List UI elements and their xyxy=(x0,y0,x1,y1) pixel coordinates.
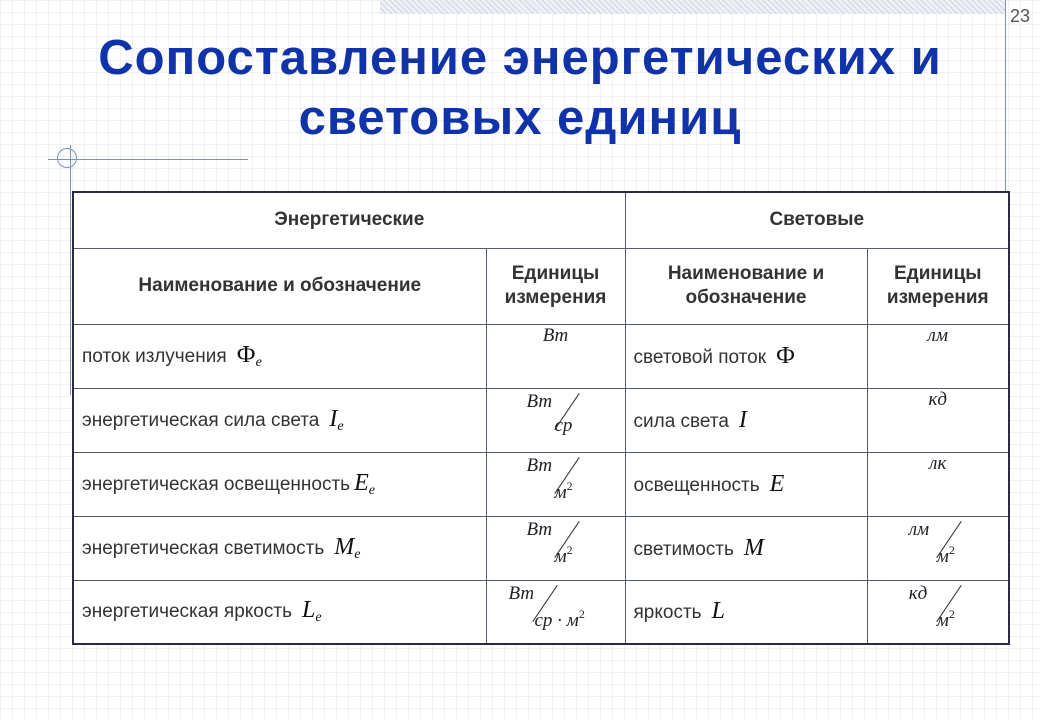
light-quantity-cell xyxy=(625,388,867,452)
table-row xyxy=(73,324,1009,388)
light-symbol: L xyxy=(711,598,725,625)
page-title xyxy=(60,28,980,148)
energy-symbol xyxy=(354,470,375,496)
light-name-header: Наименование и обозначение xyxy=(625,248,867,324)
unit-denominator xyxy=(937,543,955,568)
title-line-2: световых единиц xyxy=(298,91,742,145)
light-unit-header: Единицы измерения xyxy=(867,248,1009,324)
energy-quantity-name: поток излучения xyxy=(82,345,227,367)
energy-quantity-name: энергетическая яркость xyxy=(82,601,292,623)
unit-denominator xyxy=(555,479,573,504)
unit-denominator xyxy=(535,607,585,632)
light-quantity-name: яркость xyxy=(633,602,702,624)
energy-quantity-name: энергетическая сила света xyxy=(82,409,320,431)
left-guide-line xyxy=(70,145,71,395)
energy-symbol-letter: I xyxy=(329,405,338,432)
light-unit-fraction xyxy=(893,518,983,571)
unit-power: 2 xyxy=(948,606,955,621)
energy-unit-fraction xyxy=(511,454,601,507)
light-symbol: I xyxy=(738,406,747,433)
light-quantity-cell xyxy=(625,580,867,644)
unit-numerator: Вт xyxy=(526,454,553,476)
energy-quantity-cell xyxy=(73,580,486,644)
energy-symbol-subscript: e xyxy=(337,418,344,434)
light-quantity-name: освещенность xyxy=(633,474,760,496)
left-horizontal-guide xyxy=(48,159,248,160)
energy-symbol-letter: Ф xyxy=(236,341,256,368)
light-unit-cell xyxy=(867,388,1009,452)
unit-denominator xyxy=(937,607,955,632)
energy-quantity-name: энергетическая освещенность xyxy=(82,473,351,495)
light-quantity-cell xyxy=(625,324,867,388)
table-row xyxy=(73,388,1009,452)
light-quantity-cell xyxy=(625,516,867,580)
light-unit: лм xyxy=(927,324,948,346)
energy-name-header: Наименование и обозначение xyxy=(73,248,486,324)
light-quantity-name: световой поток xyxy=(633,346,767,368)
energy-unit-fraction xyxy=(501,582,611,635)
energy-symbol xyxy=(301,597,322,626)
energy-unit-cell xyxy=(486,452,625,516)
unit-numerator: кд xyxy=(908,582,928,604)
light-unit-fraction xyxy=(893,582,983,635)
energy-unit-fraction xyxy=(511,518,601,571)
energy-quantity-cell xyxy=(73,516,486,580)
energy-unit-cell xyxy=(486,580,625,644)
energy-unit-cell xyxy=(486,324,625,388)
energy-unit-header: Единицы измерения xyxy=(486,248,625,324)
energy-symbol-letter: E xyxy=(354,469,369,496)
unit-power: 2 xyxy=(578,606,585,621)
energy-symbol-letter: L xyxy=(301,597,316,624)
energy-quantity-name: энергетическая светимость xyxy=(82,537,325,559)
light-quantity-cell xyxy=(625,452,867,516)
light-symbol: Ф xyxy=(776,342,795,369)
table-row xyxy=(73,516,1009,580)
energy-unit-cell xyxy=(486,388,625,452)
energy-symbol-subscript: e xyxy=(255,354,262,370)
light-unit: лк xyxy=(929,452,947,474)
energy-symbol xyxy=(334,534,360,560)
unit-denominator-base: ср · м xyxy=(534,609,579,631)
unit-denominator xyxy=(555,543,573,568)
group-light-header: Световые xyxy=(625,192,1009,248)
units-table xyxy=(72,191,1010,645)
energy-quantity-cell xyxy=(73,324,486,388)
light-quantity-name: сила света xyxy=(633,410,729,432)
energy-symbol xyxy=(329,406,343,432)
unit-numerator: Вт xyxy=(526,390,553,412)
energy-symbol-subscript: e xyxy=(368,482,375,498)
table-row xyxy=(73,452,1009,516)
light-symbol: M xyxy=(743,534,764,561)
energy-unit-cell xyxy=(486,516,625,580)
energy-quantity-cell xyxy=(73,388,486,452)
table-row xyxy=(73,580,1009,644)
light-unit: кд xyxy=(928,388,947,410)
unit-power: 2 xyxy=(948,542,955,557)
light-unit-cell xyxy=(867,452,1009,516)
unit-denominator-base: м xyxy=(936,545,949,567)
energy-symbol-subscript: e xyxy=(354,546,361,562)
light-unit-cell xyxy=(867,324,1009,388)
page-number: 23 xyxy=(1010,6,1031,26)
light-unit-cell xyxy=(867,580,1009,644)
unit-denominator: ср xyxy=(554,414,573,436)
energy-unit: Вт xyxy=(542,324,569,346)
unit-numerator: Вт xyxy=(526,518,553,540)
unit-denominator-base: м xyxy=(936,609,949,631)
unit-denominator-base: м xyxy=(554,481,567,503)
energy-quantity-cell xyxy=(73,452,486,516)
light-unit-cell xyxy=(867,516,1009,580)
light-quantity-name: светимость xyxy=(633,538,734,560)
top-decorative-band xyxy=(380,0,1005,14)
group-header-row xyxy=(73,192,1009,248)
energy-symbol xyxy=(237,342,262,368)
energy-symbol-letter: M xyxy=(334,533,355,560)
light-symbol: E xyxy=(769,470,785,497)
energy-symbol-subscript: e xyxy=(315,610,322,626)
sub-header-row xyxy=(73,248,1009,324)
energy-unit-fraction xyxy=(511,390,601,443)
group-energy-header: Энергетические xyxy=(73,192,625,248)
unit-numerator: Вт xyxy=(508,582,535,604)
title-line-1: Сопоставление энергетических и xyxy=(98,31,942,85)
unit-denominator-base: м xyxy=(554,545,567,567)
unit-power: 2 xyxy=(566,478,573,493)
unit-power: 2 xyxy=(566,542,573,557)
crosshair-icon xyxy=(57,148,77,168)
unit-numerator: лм xyxy=(908,518,930,540)
